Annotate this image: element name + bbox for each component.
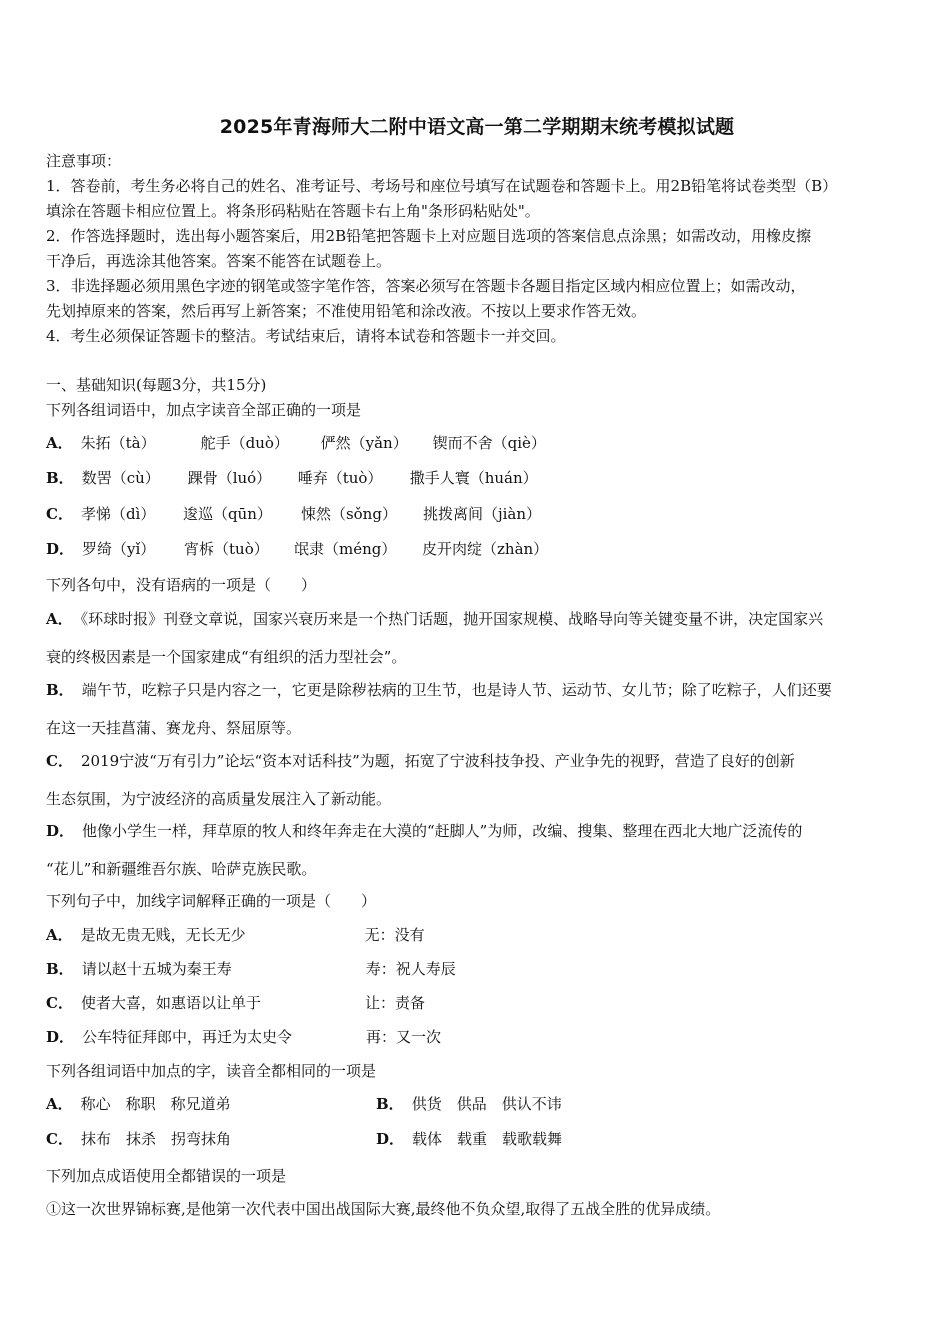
option-sentence: 公车特征拜郎中，再迁为太史令 bbox=[82, 1028, 293, 1046]
option-label: B． bbox=[46, 960, 74, 978]
question-item: ①这一次世界锦标赛,是他第一次代表中国出战国际大赛,最终他不负众望,取得了五战全胜的优异成绩。 bbox=[46, 1200, 721, 1218]
option-label: B． bbox=[376, 1095, 404, 1113]
question-stem: 下列各组词语中，加点字读音全部正确的一项是 bbox=[46, 401, 362, 419]
option-a bbox=[46, 432, 546, 454]
option-c bbox=[46, 992, 425, 1014]
option-b-line1 bbox=[46, 679, 832, 701]
option-label: D． bbox=[46, 1028, 75, 1046]
option-item: 罗绮（yǐ） bbox=[82, 540, 156, 558]
option-label: B． bbox=[46, 681, 74, 699]
option-text: 供货 供品 供认不讳 bbox=[411, 1095, 562, 1113]
question-stem: 下列加点成语使用全都错误的一项是 bbox=[46, 1167, 287, 1185]
option-item: 逡巡（qūn） bbox=[182, 505, 272, 523]
option-item: 皮开肉绽（zhàn） bbox=[422, 540, 549, 558]
option-label: C． bbox=[46, 994, 73, 1012]
option-c bbox=[46, 503, 541, 525]
option-text: 他像小学生一样，拜草原的牧人和终年奔走在大漠的“赶脚人”为师，改编、搜集、整理在西北大地广泛流传的 bbox=[82, 822, 803, 840]
option-item: 挑拨离间（jiàn） bbox=[422, 505, 542, 523]
option-text: 称心 称职 称兄道弟 bbox=[80, 1095, 231, 1113]
option-item: 氓隶（méng） bbox=[294, 540, 397, 558]
notice-line: 先划掉原来的答案，然后再写上新答案；不准使用铅笔和涂改液。不按以上要求作答无效。 bbox=[46, 302, 647, 320]
option-c bbox=[46, 1128, 231, 1150]
notice-line: 4．考生必须保证答题卡的整洁。考试结束后，请将本试卷和答题卡一并交回。 bbox=[46, 327, 566, 345]
notice-line: 2．作答选择题时，选出每小题答案后，用2B铅笔把答题卡上对应题目选项的答案信息点涂黑；如需改动，用橡皮擦 bbox=[46, 227, 812, 245]
question-stem: 下列各句中，没有语病的一项是（ ） bbox=[46, 576, 317, 594]
notice-line: 干净后，再选涂其他答案。答案不能答在试题卷上。 bbox=[46, 252, 392, 270]
option-gloss: 寿：祝人寿辰 bbox=[365, 960, 456, 978]
option-item: 朱拓（tà） bbox=[80, 434, 156, 452]
option-text: 《环球时报》刊登文章说，国家兴衰历来是一个热门话题，抛开国家规模、战略导向等关键变量不讲，决定国家兴 bbox=[80, 610, 824, 628]
option-c-line1 bbox=[46, 750, 795, 772]
option-label: A． bbox=[46, 610, 73, 628]
option-item: 锲而不舍（qiè） bbox=[432, 434, 546, 452]
notice-heading: 注意事项： bbox=[46, 152, 122, 170]
option-text: 抹布 抹杀 拐弯抹角 bbox=[80, 1130, 231, 1148]
option-b-line2: 在这一天挂菖蒲、赛龙舟、祭屈原等。 bbox=[46, 719, 302, 737]
option-sentence: 使者大喜，如惠语以让单于 bbox=[80, 994, 261, 1012]
option-c-line2: 生态氛围，为宁波经济的高质量发展注入了新动能。 bbox=[46, 790, 392, 808]
option-label: A． bbox=[46, 434, 73, 452]
option-text: 载体 载重 载歌载舞 bbox=[412, 1130, 563, 1148]
question-stem: 下列句子中，加线字词解释正确的一项是（ ） bbox=[46, 892, 377, 910]
option-a-line1 bbox=[46, 608, 823, 630]
option-item: 悚然（sǒng） bbox=[300, 505, 397, 523]
section-heading: 一、基础知识(每题3分，共15分) bbox=[46, 376, 267, 394]
option-item: 舵手（duò） bbox=[200, 434, 289, 452]
option-label: A． bbox=[46, 1095, 73, 1113]
option-item: 孝悌（dì） bbox=[80, 505, 156, 523]
option-text: 端午节，吃粽子只是内容之一，它更是除秽祛病的卫生节，也是诗人节、运动节、女儿节；除了吃粽子，人们还要 bbox=[81, 681, 832, 699]
notice-line: 1．答卷前，考生务必将自己的姓名、准考证号、考场号和座位号填写在试题卷和答题卡上。用2B铅笔将试卷类型（B） bbox=[46, 177, 838, 195]
option-label: D． bbox=[46, 540, 75, 558]
option-a bbox=[46, 1093, 231, 1115]
option-b bbox=[376, 1093, 562, 1115]
option-item: 俨然（yǎn） bbox=[320, 434, 408, 452]
option-label: A． bbox=[46, 926, 73, 944]
option-item: 唾弃（tuò） bbox=[297, 469, 383, 487]
page-title: 2025年青海师大二附中语文高一第二学期期末统考模拟试题 bbox=[219, 116, 735, 138]
option-sentence: 是故无贵无贱，无长无少 bbox=[80, 926, 246, 944]
option-a bbox=[46, 924, 425, 946]
question-stem: 下列各组词语中加点的字，读音全都相同的一项是 bbox=[46, 1062, 377, 1080]
option-d-line1 bbox=[46, 820, 802, 842]
option-a-line2: 衰的终极因素是一个国家建成“有组织的活力型社会”。 bbox=[46, 648, 407, 666]
option-gloss: 再：又一次 bbox=[366, 1028, 442, 1046]
option-gloss: 让：责备 bbox=[364, 994, 425, 1012]
option-item: 撒手人寰（huán） bbox=[409, 469, 538, 487]
option-label: C． bbox=[46, 752, 73, 770]
option-label: B． bbox=[46, 469, 74, 487]
option-d-line2: “花儿”和新疆维吾尔族、哈萨克族民歌。 bbox=[46, 860, 317, 878]
option-label: C． bbox=[46, 1130, 73, 1148]
option-item: 数罟（cù） bbox=[81, 469, 160, 487]
option-b bbox=[46, 467, 538, 489]
option-item: 踝骨（luó） bbox=[187, 469, 272, 487]
option-d bbox=[376, 1128, 562, 1150]
option-gloss: 无：没有 bbox=[364, 926, 425, 944]
option-text: 2019宁波“万有引力”论坛“资本对话科技”为题，拓宽了宁波科技争投、产业争先的视野，营造了良好的创新 bbox=[80, 752, 795, 770]
notice-line: 填涂在答题卡相应位置上。将条形码粘贴在答题卡右上角"条形码粘贴处"。 bbox=[46, 202, 540, 220]
option-label: C． bbox=[46, 505, 73, 523]
option-label: D． bbox=[376, 1130, 405, 1148]
option-item: 宵柝（tuò） bbox=[184, 540, 269, 558]
option-label: D． bbox=[46, 822, 75, 840]
option-sentence: 请以赵十五城为秦王寿 bbox=[81, 960, 232, 978]
option-d bbox=[46, 538, 548, 560]
option-b bbox=[46, 958, 456, 980]
notice-line: 3．非选择题必须用黑色字迹的钢笔或签字笔作答，答案必须写在答题卡各题目指定区域内相应位置上；如需改动， bbox=[46, 277, 806, 295]
option-d bbox=[46, 1026, 441, 1048]
